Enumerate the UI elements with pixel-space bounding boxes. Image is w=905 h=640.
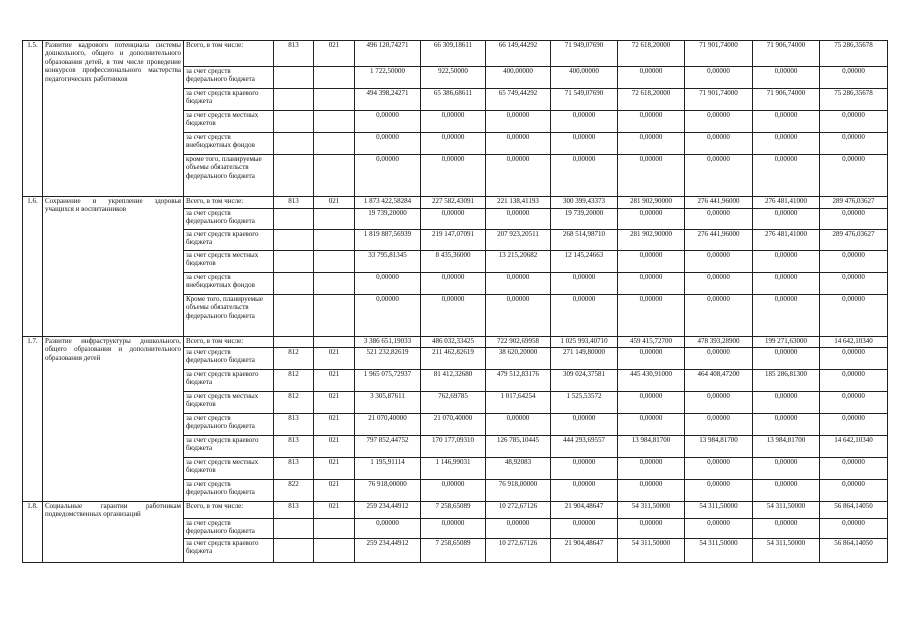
total-value: 0,00000 (355, 519, 421, 539)
section-number: 1.5. (23, 41, 43, 197)
year-value: 0,00000 (486, 414, 551, 436)
admin-code (274, 209, 314, 230)
year-value: 75 286,35678 (820, 41, 888, 67)
year-value: 0,00000 (486, 209, 551, 230)
year-value: 0,00000 (618, 155, 685, 197)
year-value: 922,50000 (421, 67, 486, 89)
year-value: 0,00000 (486, 155, 551, 197)
year-value: 0,00000 (421, 480, 486, 502)
year-value: 0,00000 (618, 480, 685, 502)
total-value: 76 918,00000 (355, 480, 421, 502)
table-row (23, 337, 888, 348)
program-code (314, 111, 355, 133)
year-value: 0,00000 (753, 519, 820, 539)
year-value: 300 399,43373 (551, 197, 618, 209)
year-value: 0,00000 (618, 519, 685, 539)
year-value: 0,00000 (753, 295, 820, 337)
program-code (314, 337, 355, 348)
total-value: 494 398,24271 (355, 89, 421, 111)
program-code (314, 295, 355, 337)
admin-code (274, 519, 314, 539)
admin-code (274, 230, 314, 251)
admin-code: 813 (274, 197, 314, 209)
budget-table-body (23, 41, 888, 563)
year-value: 0,00000 (421, 519, 486, 539)
budget-table (22, 40, 888, 563)
year-value: 0,00000 (753, 458, 820, 480)
year-value: 0,00000 (820, 209, 888, 230)
year-value: 0,00000 (618, 348, 685, 370)
total-value: 0,00000 (355, 133, 421, 155)
year-value: 722 902,69958 (486, 337, 551, 348)
funding-source: за счет средств местных бюджетов (184, 392, 274, 414)
program-code: 021 (314, 458, 355, 480)
admin-code: 813 (274, 458, 314, 480)
total-value: 521 232,82619 (355, 348, 421, 370)
year-value: 0,00000 (551, 133, 618, 155)
funding-source: за счет средств краевого бюджета (184, 436, 274, 458)
total-value: 21 070,40000 (355, 414, 421, 436)
year-value: 221 138,41193 (486, 197, 551, 209)
year-value: 0,00000 (685, 111, 753, 133)
year-value: 0,00000 (421, 111, 486, 133)
funding-source: за счет средств федерального бюджета (184, 209, 274, 230)
year-value: 0,00000 (753, 155, 820, 197)
year-value: 0,00000 (820, 348, 888, 370)
program-code: 021 (314, 348, 355, 370)
year-value: 14 642,10340 (820, 337, 888, 348)
year-value: 0,00000 (618, 458, 685, 480)
year-value: 276 441,96000 (685, 230, 753, 251)
year-value: 66 309,18611 (421, 41, 486, 67)
year-value: 1 146,99031 (421, 458, 486, 480)
year-value: 0,00000 (820, 133, 888, 155)
year-value: 0,00000 (753, 133, 820, 155)
year-value: 207 923,20511 (486, 230, 551, 251)
year-value: 0,00000 (820, 67, 888, 89)
year-value: 13 984,81700 (618, 436, 685, 458)
year-value: 13 984,81700 (753, 436, 820, 458)
year-value: 0,00000 (551, 458, 618, 480)
year-value: 400,00000 (486, 67, 551, 89)
year-value: 0,00000 (618, 273, 685, 295)
year-value: 0,00000 (820, 370, 888, 392)
year-value: 459 415,72700 (618, 337, 685, 348)
year-value: 54 311,50000 (618, 502, 685, 519)
year-value: 289 476,03627 (820, 197, 888, 209)
year-value: 13 215,20682 (486, 251, 551, 273)
admin-code (274, 295, 314, 337)
year-value: 8 435,36000 (421, 251, 486, 273)
funding-source: Всего, в том числе: (184, 197, 274, 209)
year-value: 486 032,33425 (421, 337, 486, 348)
year-value: 0,00000 (486, 519, 551, 539)
section-name: Развитие кадрового потенциала системы дошкольного, общего и дополнительного образования детей, в том числе проведение конкурсов профессионального мастерства педагогических работников (43, 41, 184, 197)
year-value: 71 549,07690 (551, 89, 618, 111)
year-value: 762,69785 (421, 392, 486, 414)
admin-code: 813 (274, 414, 314, 436)
year-value: 0,00000 (685, 133, 753, 155)
year-value: 1 525,53572 (551, 392, 618, 414)
year-value: 21 070,40000 (421, 414, 486, 436)
year-value: 0,00000 (551, 295, 618, 337)
year-value: 0,00000 (820, 251, 888, 273)
year-value: 0,00000 (753, 480, 820, 502)
total-value: 259 234,44912 (355, 502, 421, 519)
total-value: 33 795,81345 (355, 251, 421, 273)
funding-source: Всего, в том числе: (184, 502, 274, 519)
year-value: 0,00000 (421, 295, 486, 337)
year-value: 0,00000 (753, 67, 820, 89)
year-value: 0,00000 (486, 295, 551, 337)
year-value: 0,00000 (685, 348, 753, 370)
year-value: 0,00000 (753, 273, 820, 295)
funding-source: кроме того, планируемые объемы обязательств федерального бюджета (184, 155, 274, 197)
year-value: 71 901,74000 (685, 89, 753, 111)
admin-code (274, 337, 314, 348)
year-value: 54 311,50000 (753, 502, 820, 519)
year-value: 48,92083 (486, 458, 551, 480)
total-value: 259 234,44912 (355, 539, 421, 563)
year-value: 54 311,50000 (618, 539, 685, 563)
program-code (314, 133, 355, 155)
year-value: 21 904,48647 (551, 502, 618, 519)
year-value: 0,00000 (820, 155, 888, 197)
year-value: 10 272,67126 (486, 539, 551, 563)
funding-source: Всего, в том числе: (184, 41, 274, 67)
program-code (314, 67, 355, 89)
funding-source: за счет средств местных бюджетов (184, 458, 274, 480)
year-value: 0,00000 (685, 458, 753, 480)
year-value: 71 906,74000 (753, 41, 820, 67)
year-value: 0,00000 (618, 67, 685, 89)
year-value: 0,00000 (421, 133, 486, 155)
funding-source: за счет средств внебюджетных фондов (184, 273, 274, 295)
total-value: 19 739,20000 (355, 209, 421, 230)
year-value: 211 462,82619 (421, 348, 486, 370)
year-value: 0,00000 (486, 133, 551, 155)
admin-code (274, 89, 314, 111)
year-value: 0,00000 (820, 111, 888, 133)
year-value: 271 149,80000 (551, 348, 618, 370)
year-value: 54 311,50000 (685, 539, 753, 563)
year-value: 0,00000 (753, 251, 820, 273)
total-value: 3 305,87611 (355, 392, 421, 414)
admin-code (274, 273, 314, 295)
funding-source: за счет средств федерального бюджета (184, 414, 274, 436)
year-value: 445 430,91000 (618, 370, 685, 392)
program-code: 021 (314, 197, 355, 209)
funding-source: за счет средств федерального бюджета (184, 480, 274, 502)
total-value: 0,00000 (355, 155, 421, 197)
funding-source: Всего, в том числе: (184, 337, 274, 348)
admin-code (274, 67, 314, 89)
year-value: 276 481,41000 (753, 230, 820, 251)
year-value: 479 512,83176 (486, 370, 551, 392)
program-code: 021 (314, 392, 355, 414)
year-value: 281 902,90000 (618, 197, 685, 209)
total-value: 797 852,44752 (355, 436, 421, 458)
funding-source: за счет средств местных бюджетов (184, 251, 274, 273)
program-code (314, 539, 355, 563)
year-value: 10 272,67126 (486, 502, 551, 519)
total-value: 496 120,74271 (355, 41, 421, 67)
year-value: 54 311,50000 (685, 502, 753, 519)
year-value: 0,00000 (618, 133, 685, 155)
program-code (314, 251, 355, 273)
total-value: 0,00000 (355, 111, 421, 133)
year-value: 268 514,98710 (551, 230, 618, 251)
program-code (314, 209, 355, 230)
year-value: 227 582,43091 (421, 197, 486, 209)
year-value: 1 017,64254 (486, 392, 551, 414)
year-value: 0,00000 (820, 273, 888, 295)
funding-source: за счет средств федерального бюджета (184, 67, 274, 89)
year-value: 81 412,32680 (421, 370, 486, 392)
year-value: 0,00000 (551, 414, 618, 436)
table-row (23, 197, 888, 209)
year-value: 0,00000 (421, 155, 486, 197)
year-value: 0,00000 (618, 295, 685, 337)
year-value: 0,00000 (551, 519, 618, 539)
year-value: 12 145,24663 (551, 251, 618, 273)
year-value: 0,00000 (753, 414, 820, 436)
funding-source: за счет средств местных бюджетов (184, 111, 274, 133)
admin-code: 812 (274, 348, 314, 370)
admin-code: 813 (274, 502, 314, 519)
year-value: 7 258,65089 (421, 539, 486, 563)
year-value: 65 749,44292 (486, 89, 551, 111)
admin-code (274, 539, 314, 563)
year-value: 276 441,96000 (685, 197, 753, 209)
section-number: 1.8. (23, 502, 43, 563)
year-value: 72 618,20000 (618, 89, 685, 111)
year-value: 13 984,81700 (685, 436, 753, 458)
admin-code (274, 111, 314, 133)
program-code (314, 273, 355, 295)
year-value: 0,00000 (685, 480, 753, 502)
year-value: 54 311,50000 (753, 539, 820, 563)
year-value: 0,00000 (685, 273, 753, 295)
total-value: 0,00000 (355, 295, 421, 337)
funding-source: за счет средств краевого бюджета (184, 89, 274, 111)
year-value: 0,00000 (486, 111, 551, 133)
year-value: 0,00000 (685, 519, 753, 539)
admin-code: 812 (274, 370, 314, 392)
funding-source: за счет средств федерального бюджета (184, 348, 274, 370)
year-value: 126 785,10445 (486, 436, 551, 458)
year-value: 0,00000 (820, 480, 888, 502)
year-value: 0,00000 (551, 273, 618, 295)
year-value: 56 864,14050 (820, 502, 888, 519)
program-code: 021 (314, 480, 355, 502)
year-value: 0,00000 (685, 251, 753, 273)
funding-source: за счет средств краевого бюджета (184, 539, 274, 563)
admin-code: 822 (274, 480, 314, 502)
program-code: 021 (314, 370, 355, 392)
year-value: 0,00000 (421, 209, 486, 230)
total-value: 1 819 887,56939 (355, 230, 421, 251)
admin-code (274, 133, 314, 155)
total-value: 3 386 651,19033 (355, 337, 421, 348)
year-value: 0,00000 (753, 348, 820, 370)
year-value: 0,00000 (753, 209, 820, 230)
year-value: 464 408,47200 (685, 370, 753, 392)
section-name: Развитие инфраструктуры дошкольного, общего образования и дополнительного образования детей (43, 337, 184, 502)
year-value: 71 906,74000 (753, 89, 820, 111)
year-value: 199 271,63000 (753, 337, 820, 348)
year-value: 281 902,90000 (618, 230, 685, 251)
year-value: 0,00000 (421, 273, 486, 295)
admin-code (274, 251, 314, 273)
total-value: 1 195,91114 (355, 458, 421, 480)
year-value: 71 901,74000 (685, 41, 753, 67)
year-value: 0,00000 (685, 67, 753, 89)
total-value: 0,00000 (355, 273, 421, 295)
year-value: 21 904,48647 (551, 539, 618, 563)
section-name: Сохранение и укрепление здоровья учащихся и воспитанников (43, 197, 184, 337)
admin-code: 812 (274, 392, 314, 414)
program-code: 021 (314, 502, 355, 519)
funding-source: за счет средств краевого бюджета (184, 230, 274, 251)
year-value: 72 618,20000 (618, 41, 685, 67)
program-code (314, 519, 355, 539)
year-value: 0,00000 (618, 392, 685, 414)
table-row (23, 41, 888, 67)
year-value: 19 739,20000 (551, 209, 618, 230)
funding-source: Кроме того, планируемые объемы обязательств федерального бюджета (184, 295, 274, 337)
admin-code (274, 155, 314, 197)
year-value: 75 286,35678 (820, 89, 888, 111)
year-value: 0,00000 (820, 295, 888, 337)
year-value: 38 620,20000 (486, 348, 551, 370)
funding-source: за счет средств федерального бюджета (184, 519, 274, 539)
section-name: Социальные гарантии работникам подведомственных организаций (43, 502, 184, 563)
section-number: 1.6. (23, 197, 43, 337)
admin-code: 813 (274, 436, 314, 458)
year-value: 66 149,44292 (486, 41, 551, 67)
year-value: 0,00000 (820, 392, 888, 414)
funding-source: за счет средств внебюджетных фондов (184, 133, 274, 155)
year-value: 7 258,65089 (421, 502, 486, 519)
year-value: 0,00000 (685, 155, 753, 197)
program-code: 021 (314, 436, 355, 458)
year-value: 478 393,28900 (685, 337, 753, 348)
admin-code: 813 (274, 41, 314, 67)
year-value: 0,00000 (618, 414, 685, 436)
year-value: 0,00000 (486, 273, 551, 295)
year-value: 276 481,41000 (753, 197, 820, 209)
funding-source: за счет средств краевого бюджета (184, 370, 274, 392)
year-value: 309 024,37581 (551, 370, 618, 392)
program-code (314, 89, 355, 111)
total-value: 1 873 422,58284 (355, 197, 421, 209)
year-value: 0,00000 (551, 111, 618, 133)
section-number: 1.7. (23, 337, 43, 502)
year-value: 0,00000 (820, 519, 888, 539)
year-value: 56 864,14050 (820, 539, 888, 563)
year-value: 289 476,03627 (820, 230, 888, 251)
year-value: 0,00000 (551, 155, 618, 197)
year-value: 0,00000 (820, 458, 888, 480)
table-row (23, 502, 888, 519)
year-value: 0,00000 (618, 111, 685, 133)
year-value: 0,00000 (820, 414, 888, 436)
year-value: 0,00000 (685, 209, 753, 230)
year-value: 71 949,07690 (551, 41, 618, 67)
year-value: 0,00000 (685, 392, 753, 414)
year-value: 219 147,07091 (421, 230, 486, 251)
total-value: 1 722,50000 (355, 67, 421, 89)
year-value: 0,00000 (551, 480, 618, 502)
year-value: 400,00000 (551, 67, 618, 89)
program-code: 021 (314, 41, 355, 67)
year-value: 76 918,00000 (486, 480, 551, 502)
year-value: 1 025 993,40710 (551, 337, 618, 348)
year-value: 0,00000 (753, 111, 820, 133)
program-code (314, 155, 355, 197)
total-value: 1 965 075,72937 (355, 370, 421, 392)
year-value: 65 386,68611 (421, 89, 486, 111)
program-code: 021 (314, 414, 355, 436)
year-value: 0,00000 (753, 392, 820, 414)
year-value: 0,00000 (685, 414, 753, 436)
year-value: 185 286,81300 (753, 370, 820, 392)
year-value: 14 642,10340 (820, 436, 888, 458)
year-value: 444 293,69557 (551, 436, 618, 458)
program-code (314, 230, 355, 251)
year-value: 170 177,09310 (421, 436, 486, 458)
year-value: 0,00000 (618, 209, 685, 230)
year-value: 0,00000 (685, 295, 753, 337)
year-value: 0,00000 (618, 251, 685, 273)
